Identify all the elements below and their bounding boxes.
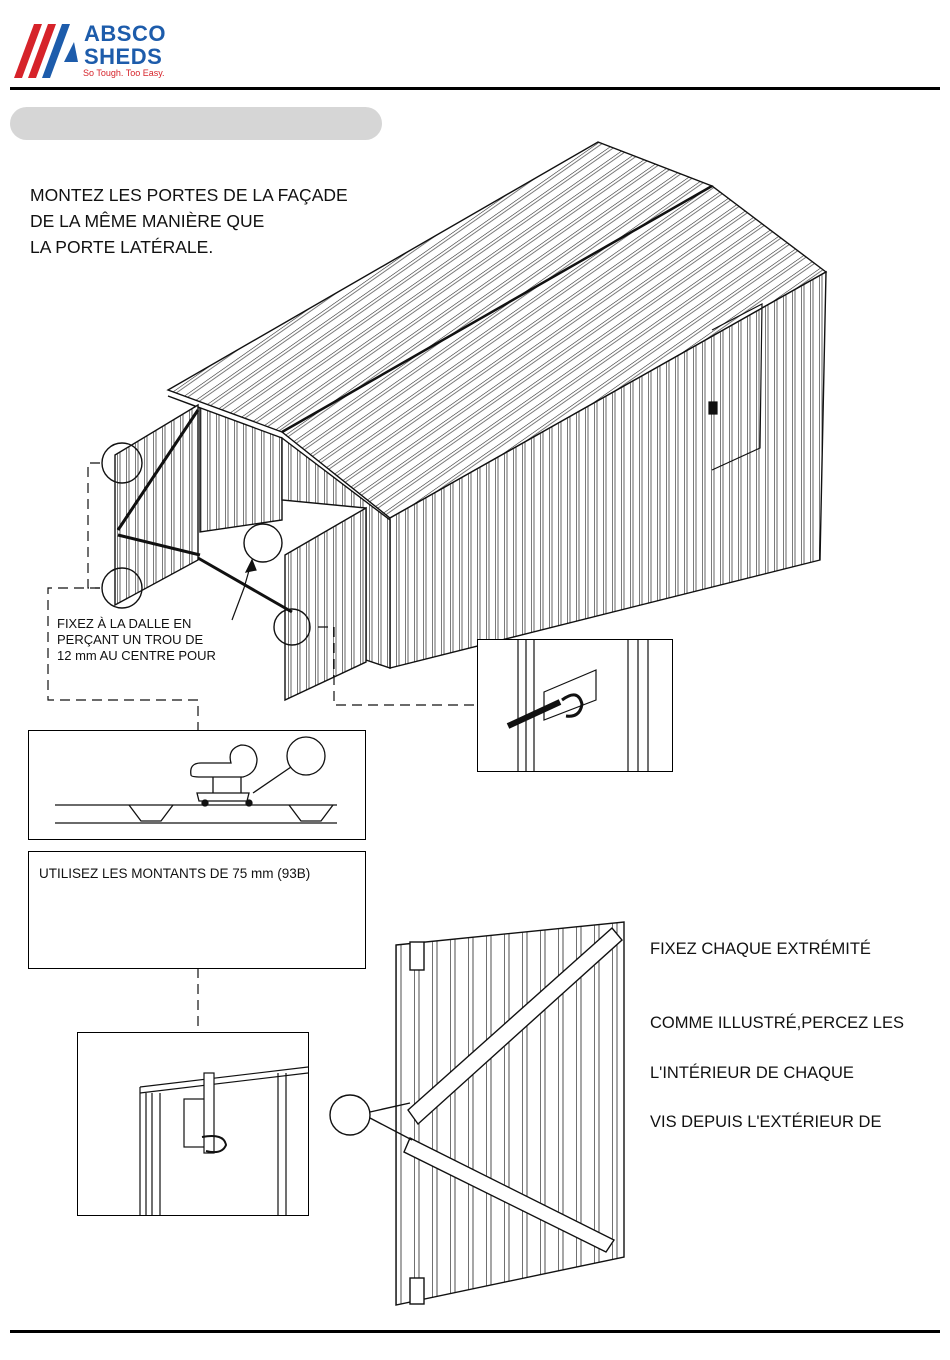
detail-box-latch bbox=[477, 639, 673, 772]
bracing-step: FIXEZ CHAQUE EXTRÉMITÉ bbox=[650, 940, 871, 958]
floor-bolt-illustration bbox=[29, 731, 365, 839]
bracing-step: L'INTÉRIEUR DE CHAQUE bbox=[650, 1064, 854, 1082]
detail-box-hinge bbox=[77, 1032, 309, 1216]
logo-tagline: So Tough. Too Easy. bbox=[83, 68, 165, 78]
slab-fixing-note bbox=[57, 616, 216, 664]
latch-illustration bbox=[478, 640, 672, 771]
bracing-step: VIS DEPUIS L'EXTÉRIEUR DE bbox=[650, 1113, 882, 1131]
intro-line: LA PORTE LATÉRALE. bbox=[30, 237, 214, 257]
slab-note-line: PERÇANT UN TROU DE bbox=[57, 632, 204, 647]
slab-note-line: 12 mm AU CENTRE POUR bbox=[57, 648, 216, 663]
logo-line-sheds: SHEDS bbox=[84, 44, 163, 69]
detail-box-floor-bolt bbox=[28, 730, 366, 840]
studs-note-box bbox=[28, 851, 366, 969]
slab-note-line: FIXEZ À LA DALLE EN bbox=[57, 616, 192, 631]
intro-line: DE LA MÊME MANIÈRE QUE bbox=[30, 211, 265, 231]
front-door-left bbox=[115, 405, 200, 605]
hinge-illustration bbox=[78, 1033, 308, 1215]
intro-line: MONTEZ LES PORTES DE LA FAÇADE bbox=[30, 185, 348, 205]
studs-note: UTILISEZ LES MONTANTS DE 75 mm (93B) bbox=[39, 866, 311, 881]
bracing-step: COMME ILLUSTRÉ,PERCEZ LES bbox=[650, 1014, 904, 1032]
brace-door bbox=[396, 922, 624, 1305]
footer-rule bbox=[10, 1330, 940, 1333]
logo-line-absco: ABSCO bbox=[84, 21, 166, 46]
front-door-right bbox=[285, 508, 366, 700]
